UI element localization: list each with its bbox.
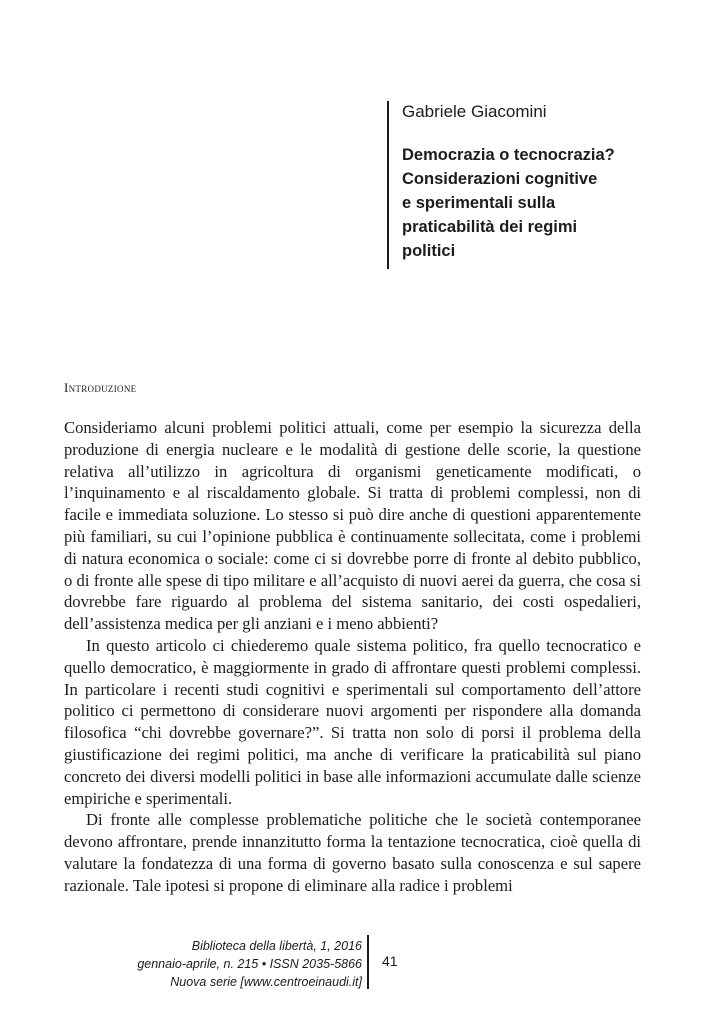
section-heading: Introduzione bbox=[64, 380, 137, 395]
issue-info: gennaio-aprile, n. 215 • ISSN 2035-5866 bbox=[137, 957, 362, 971]
page-number: 41 bbox=[382, 953, 398, 969]
series-info: Nuova serie [www.centroeinaudi.it] bbox=[170, 975, 362, 989]
title-line: politici bbox=[402, 242, 456, 260]
journal-name: Biblioteca della libertà, 1, 2016 bbox=[191, 939, 362, 953]
article-header bbox=[387, 101, 657, 269]
title-line: e sperimentali sulla bbox=[402, 194, 556, 212]
article-title bbox=[402, 143, 657, 263]
title-line: Considerazioni cognitive bbox=[402, 170, 598, 188]
paragraph: Consideriamo alcuni problemi politici attuali, come per esempio la sicurezza della produzione di energia nucleare e le modalità di gestione delle scorie, la questione relativa all’utilizzo in agricoltura di organismi geneticamente modificati, o l’inquinamento e al riscaldamento globale. Si tratta di problemi complessi, non di facile e immediata soluzione. Lo stesso si può dire anche di questioni apparentemente più familiari, su cui l’opinione pubblica è continuamente sollecitata, come i problemi di natura economica o sociale: come ci si dovrebbe porre di fronte al debito pubblico, o di fronte alle spese di tipo militare e all’acquisto di nuovi aerei da guerra, che cosa si dovrebbe fare riguardo al problema del sistema sanitario, dei costi ospedalieri, dell’assistenza medica per gli anziani e i meno abbienti? bbox=[64, 418, 641, 634]
journal-info bbox=[137, 937, 362, 991]
body-text bbox=[64, 417, 641, 897]
page-footer bbox=[0, 935, 704, 991]
title-line: praticabilità dei regimi bbox=[402, 218, 578, 236]
title-line: Democrazia o tecnocrazia? bbox=[402, 146, 615, 164]
paragraph: In questo articolo ci chiederemo quale sistema politico, fra quello tecnocratico e quello democratico, è maggiormente in grado di affrontare questi problemi complessi. In particolare i recenti studi cognitivi e sperimentali sul comportamento dell’attore politico ci permettono di considerare nuovi argomenti per rispondere alla domanda filosofica “chi dovrebbe governare?”. Si tratta non solo di porsi il problema della giustificazione dei regimi politici, ma anche di verificare la praticabilità sul piano concreto dei diversi modelli politici in base alle informazioni accumulate dalle scienze empiriche e sperimentali. bbox=[64, 635, 641, 808]
footer-divider bbox=[367, 935, 369, 989]
paragraph: Di fronte alle complesse problematiche politiche che le società contemporanee devono affrontare, prende innanzitutto forma la tentazione tecnocratica, cioè quella di valutare la fondatezza di una forma di governo basato sulla conoscenza e sul sapere razionale. Tale ipotesi si propone di eliminare alla radice i problemi bbox=[64, 810, 641, 895]
author-name: Gabriele Giacomini bbox=[402, 102, 547, 121]
